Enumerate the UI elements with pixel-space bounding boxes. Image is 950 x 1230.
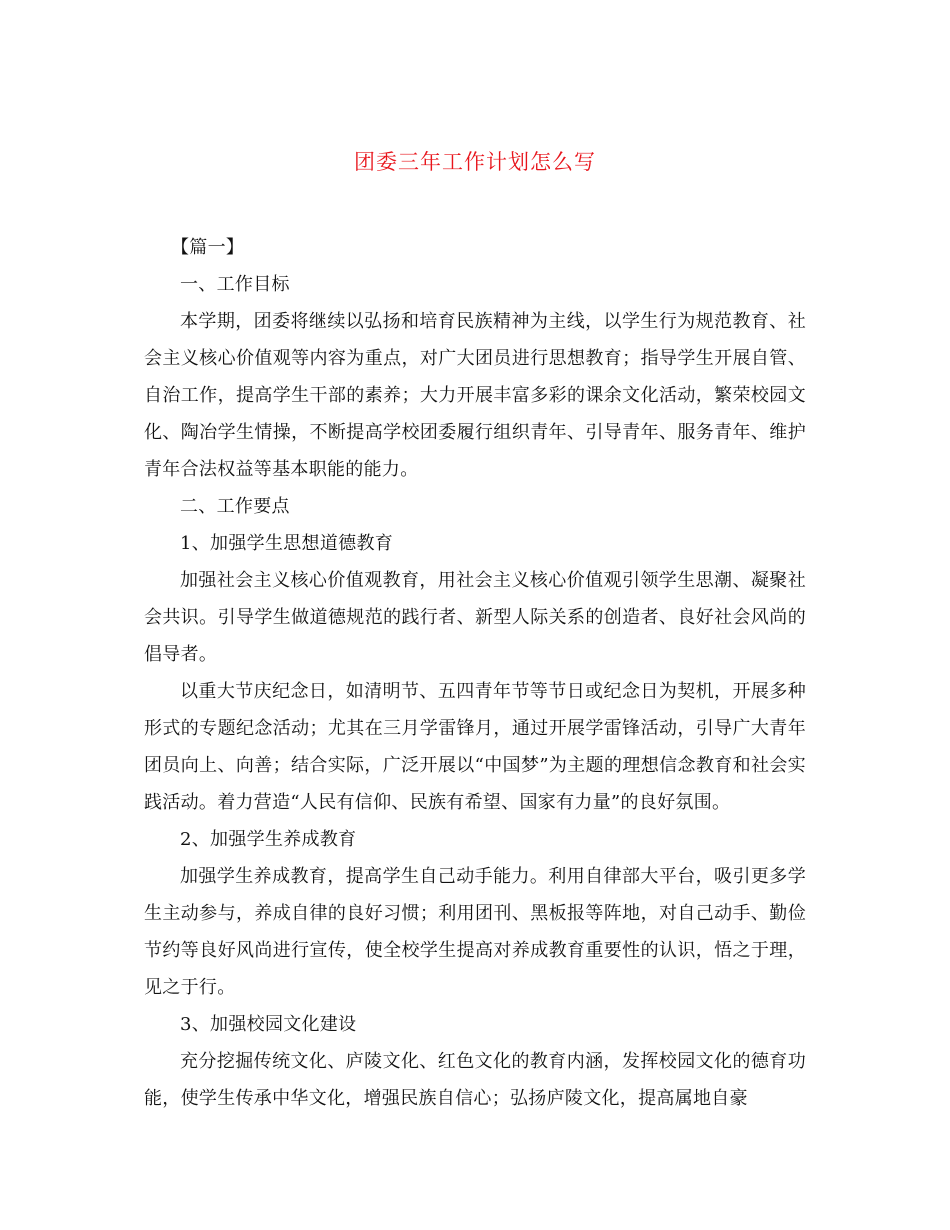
paragraph-moral-education-2: 以重大节庆纪念日，如清明节、五四青年节等节日或纪念日为契机，开展多种形式的专题纪念活动；尤其在三月学雷锋月，通过开展学雷锋活动，引导广大青年团员向上、向善；结合实际，广泛开展以“中国梦”为主题的理想信念教育和社会实践活动。着力营造“人民有信仰、民族有希望、国家有力量”的良好氛围。	[144, 681, 806, 813]
paragraph-campus-culture: 充分挖掘传统文化、庐陵文化、红色文化的教育内涵，发挥校园文化的德育功能，使学生传承中华文化，增强民族自信心；弘扬庐陵文化，提高属地自豪	[144, 1051, 806, 1109]
document-title: 团委三年工作计划怎么写	[354, 150, 596, 174]
document-body	[144, 229, 806, 1117]
heading-habit-education: 2、加强学生养成教育	[180, 829, 357, 850]
heading-moral-education: 1、加强学生思想道德教育	[180, 533, 394, 554]
section-marker: 【篇一】	[171, 237, 245, 258]
paragraph-goals: 本学期，团委将继续以弘扬和培育民族精神为主线，以学生行为规范教育、社会主义核心价值观等内容为重点，对广大团员进行思想教育；指导学生开展自管、自治工作，提高学生干部的素养；大力开展丰富多彩的课余文化活动，繁荣校园文化、陶冶学生情操，不断提高学校团委履行组织青年、引导青年、服务青年、维护青年合法权益等基本职能的能力。	[144, 311, 806, 480]
heading-campus-culture: 3、加强校园文化建设	[180, 1014, 357, 1035]
paragraph-habit-education: 加强学生养成教育，提高学生自己动手能力。利用自律部大平台，吸引更多学生主动参与，养成自律的良好习惯；利用团刊、黑板报等阵地，对自己动手、勤俭节约等良好风尚进行宣传，使全校学生提高对养成教育重要性的认识，悟之于理，见之于行。	[144, 866, 806, 998]
heading-work-goals: 一、工作目标	[180, 274, 290, 295]
paragraph-moral-education-1: 加强社会主义核心价值观教育，用社会主义核心价值观引领学生思潮、凝聚社会共识。引导学生做道德规范的践行者、新型人际关系的创造者、良好社会风尚的倡导者。	[144, 570, 806, 665]
heading-work-points: 二、工作要点	[180, 496, 290, 517]
